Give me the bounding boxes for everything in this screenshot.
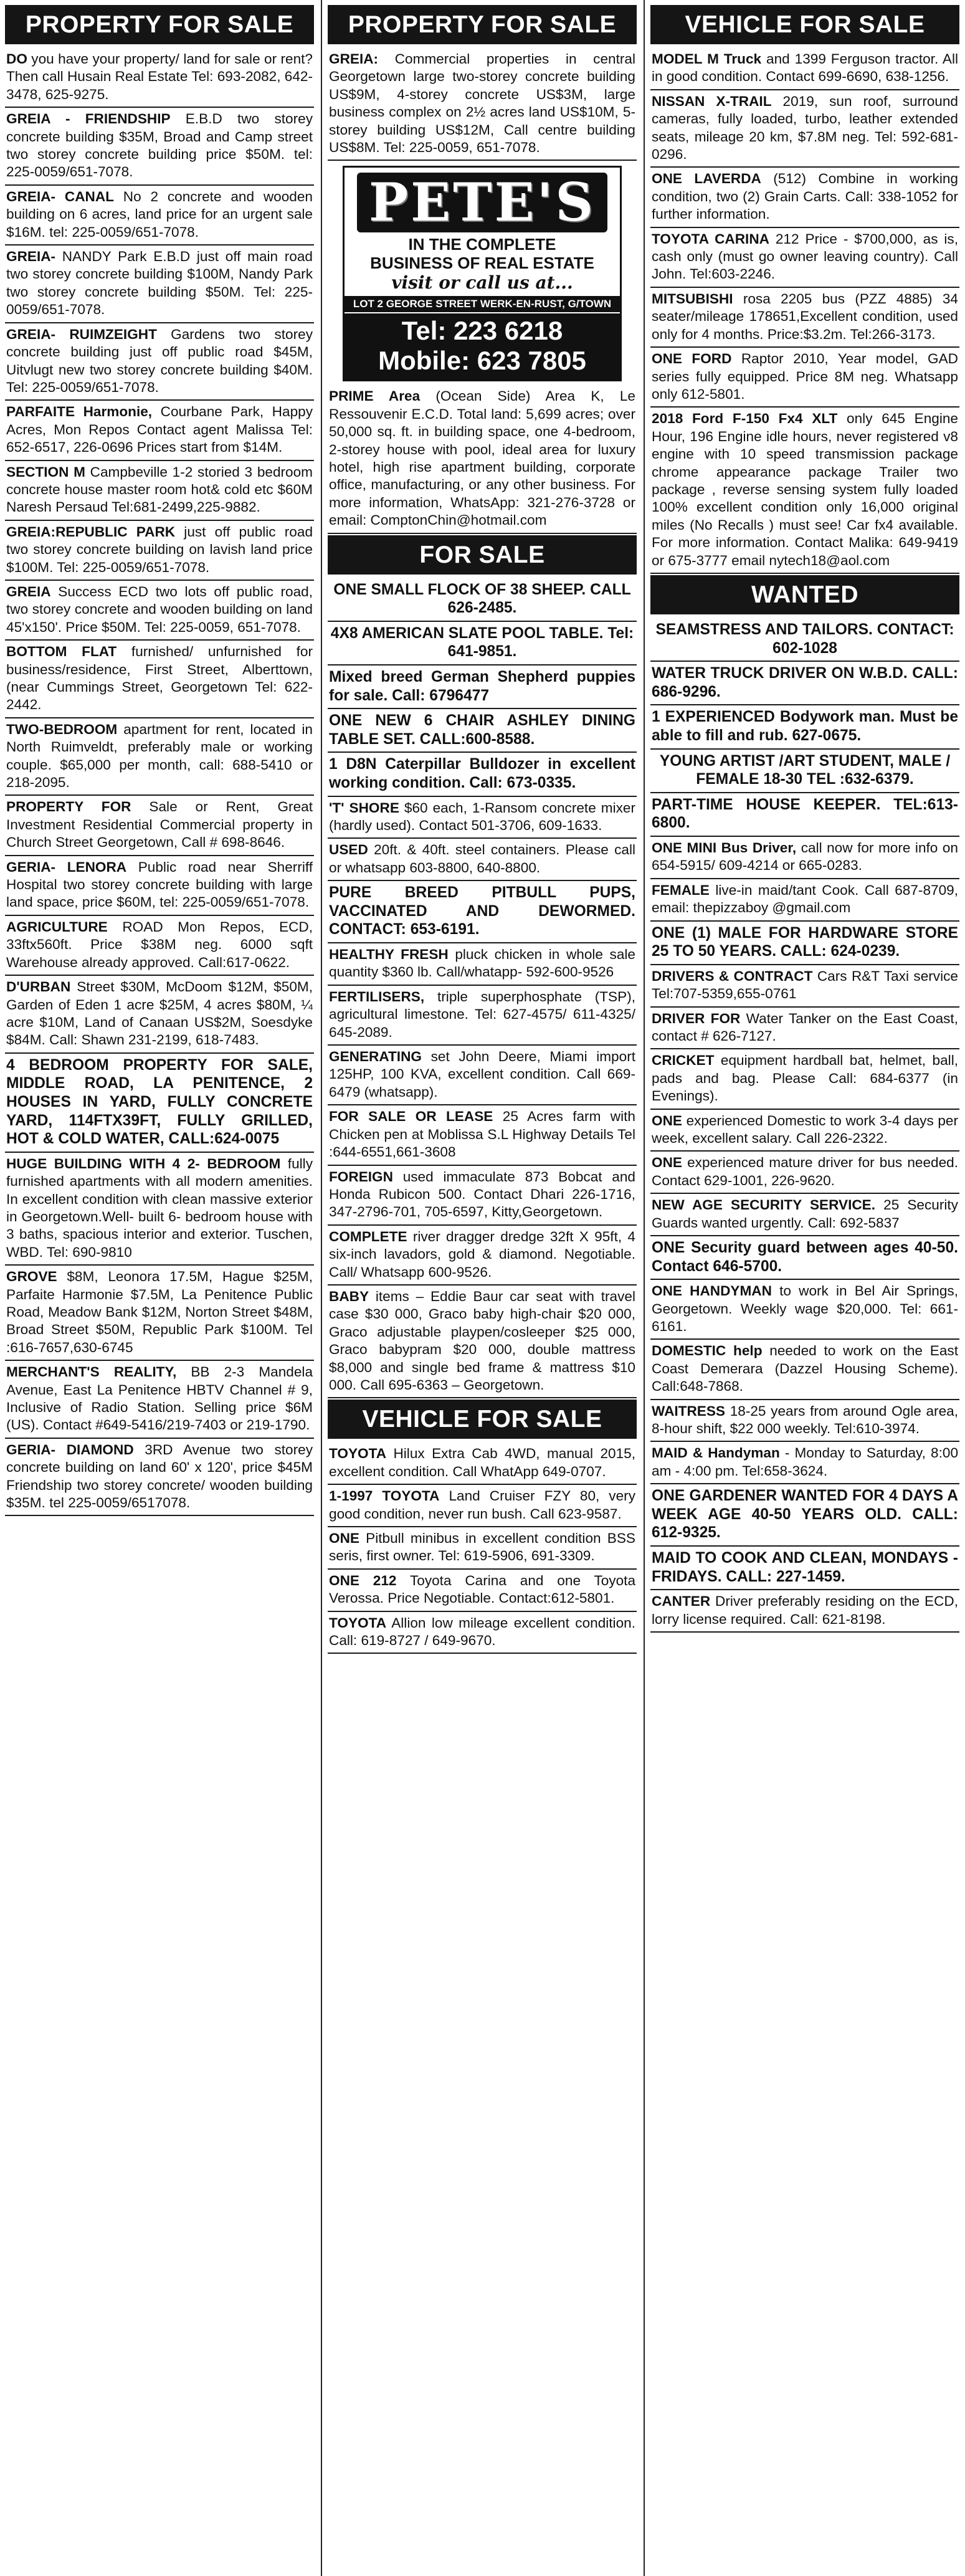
classified-ad	[5, 718, 314, 796]
ad-body: $60 each, 1-Ransom concrete mixer (hardly used). Contact 501-3706, 609-1633.	[329, 799, 635, 834]
ad-keyword: GREIA	[6, 583, 51, 599]
ad-keyword: GERIA- DIAMOND	[6, 1441, 134, 1457]
ad-keyword: PRIME Area	[329, 388, 421, 404]
ad-body: to work in Bel Air Springs, Georgetown. Weekly wage $20,000. Tel: 661-6161.	[652, 1283, 959, 1334]
ad-keyword: GERIA- LENORA	[6, 859, 127, 875]
ad-keyword: ONE NEW 6 CHAIR ASHLEY DINING TABLE SET. CALL:600-8588.	[329, 712, 635, 748]
classified-ad	[328, 578, 637, 622]
ad-keyword: PART-TIME HOUSE KEEPER. TEL:613-6800.	[652, 796, 958, 832]
classified-ad	[5, 641, 314, 718]
ad-keyword: TOYOTA	[329, 1615, 387, 1631]
ad-keyword: USED	[329, 842, 368, 858]
ad-body: triple superphosphate (TSP), agricultural limestone. Tel: 627-4575/ 611-4325/ 645-2089.	[329, 988, 635, 1040]
ad-body: Toyota Carina and one Toyota Verossa. Price Negotiable. Contact:612-5801.	[329, 1572, 636, 1606]
classified-ad	[650, 793, 959, 837]
ad-keyword: MAID TO COOK AND CLEAN, MONDAYS - FRIDAYS. CALL: 227-1459.	[652, 1550, 958, 1585]
ad-body: (512) Combine in working condition, two (2) Grain Carts. Call: 338-1052 for further information.	[652, 171, 958, 222]
ad-body: No 2 concrete and wooden building on 6 acres, land price for an urgent sale $16M. tel: 225-0059/651-7078.	[6, 188, 313, 240]
ad-keyword: D'URBAN	[6, 979, 71, 995]
classified-ad	[650, 1484, 959, 1547]
column-2	[328, 4, 637, 1654]
classified-ad	[328, 881, 637, 943]
ad-keyword: GREIA:REPUBLIC PARK	[6, 523, 176, 540]
ad-body: 20ft. & 40ft. steel containers. Please call or whatsapp 603-8800, 640-8800.	[329, 842, 635, 875]
ad-keyword: TOYOTA	[329, 1446, 387, 1462]
ad-body: call now for more info on 654-5915/ 609-4214 or 665-0283.	[652, 839, 958, 874]
ad-keyword: WAITRESS	[652, 1403, 725, 1419]
classified-ad	[650, 288, 959, 348]
classified-ad	[328, 753, 637, 796]
classified-ad	[328, 1443, 637, 1485]
classified-ad	[650, 1236, 959, 1280]
ad-keyword: GREIA- RUIMZEIGHT	[6, 326, 157, 342]
ad-body: Street $30M, McDoom $12M, $50M, Garden of Eden 1 acre $25M, 4 acres $80M, ¼ acre $10M, Land of Canaan US$2M, Soesdyke $84M. Call: Shawn 231-2199, 618-7483.	[6, 979, 313, 1048]
classified-ad	[650, 90, 959, 168]
ad-tagline: visit or call us at...	[391, 272, 573, 293]
ad-body: equipment hardball bat, helmet, ball, pads and bag. Please Call: 684-6377 (in Evenings).	[652, 1052, 958, 1104]
ad-keyword: SECTION M	[6, 464, 85, 480]
ad-keyword: PARFAITE Harmonie,	[6, 404, 153, 420]
classified-ad	[650, 1590, 959, 1633]
section-header: VEHICLE FOR SALE	[328, 1400, 637, 1439]
ad-keyword: 1 D8N Caterpillar Bulldozer in excellent working condition. Call: 673-0335.	[329, 756, 635, 792]
column-3	[650, 4, 959, 1633]
classified-ad	[5, 1153, 314, 1266]
classified-ad	[328, 1046, 637, 1105]
ad-keyword: DRIVER FOR	[652, 1010, 741, 1026]
ad-keyword: ONE GARDENER WANTED FOR 4 DAYS A WEEK AGE 40-50 YEARS OLD. CALL: 612-9325.	[652, 1487, 958, 1542]
ad-keyword: DRIVERS & CONTRACT	[652, 968, 813, 984]
classified-ad	[650, 965, 959, 1008]
section-header: FOR SALE	[328, 535, 637, 575]
ad-body: Cars R&T Taxi service Tel:707-5359,655-0761	[652, 968, 958, 1002]
ad-keyword: Mixed breed German Shepherd puppies for sale. Call: 6796477	[329, 669, 635, 704]
classified-ad	[650, 1280, 959, 1340]
ad-body: 2019, sun roof, surround cameras, fully loaded, turbo, leather extended seats, mileage 20 km, $7.8M neg. Tel: 592-681-0296.	[652, 93, 958, 163]
classified-ad	[5, 186, 314, 246]
classified-ad	[650, 48, 959, 90]
ad-body: only 645 Engine Hour, 196 Engine idle hours, never registered v8 engine with 10 speed transmission package chrome appearance package Trailer two package , reverse sensing system fully loaded 100% excellent condition only 16,000 original miles (No Recalls ) must see! Car fx4 available. For more information. Contact Malika: 649-9419 or 675-3777 email nytech18@aol.com	[652, 411, 958, 568]
ad-keyword: FOREIGN	[329, 1168, 393, 1185]
ad-keyword: PROPERTY FOR	[6, 799, 131, 815]
ad-body: live-in maid/tant Cook. Call 687-8709, email: thepizzaboy @gmail.com	[652, 882, 958, 916]
ad-keyword: 1-1997 TOYOTA	[329, 1488, 440, 1504]
ad-body: pluck chicken in whole sale quantity $360 lb. Call/whatapp- 592-600-9526	[329, 947, 635, 980]
classified-ad	[328, 1570, 637, 1612]
classified-ad	[650, 750, 959, 793]
ad-body: Success ECD two lots off public road, two storey concrete and wooden building on land 45'x150'. Price $50M. Tel: 225-0059, 651-7078.	[6, 583, 313, 635]
ad-keyword: DOMESTIC help	[652, 1343, 763, 1359]
classified-ad	[5, 856, 314, 916]
classified-ad	[328, 797, 637, 839]
ad-body: 18-25 years from around Ogle area, 8-hour shift, $22 000 weekly. Tel:610-3974.	[652, 1403, 958, 1437]
classified-ad	[5, 976, 314, 1054]
classified-ad	[650, 879, 959, 922]
classified-ad	[328, 709, 637, 753]
ad-body: apartment for rent, located in North Ruimveldt, preferably male or working couple. $65,000 per month, call: 688-5410 or 218-2095.	[6, 721, 313, 791]
ad-keyword: ONE 212	[329, 1572, 397, 1588]
ad-keyword: ONE	[329, 1530, 359, 1546]
ad-keyword: GREIA:	[329, 51, 379, 67]
ad-keyword: 1 EXPERIENCED Bodywork man. Must be able to fill and rub. 627-0675.	[652, 708, 958, 744]
ad-body: and 1399 Ferguson tractor. All in good condition. Contact 699-6690, 638-1256.	[652, 51, 958, 85]
ad-keyword: ONE	[652, 1112, 682, 1128]
ad-body: you have your property/ land for sale or rent? Then call Husain Real Estate Tel: 693-2082, 642-3478, 625-9275.	[6, 51, 313, 102]
ad-body: Public road near Sherriff Hospital two storey concrete building with large land space, price $60M, tel: 225-0059/651-7078.	[6, 859, 313, 910]
ad-body: Raptor 2010, Year model, GAD series fully equipped. Price 8M neg. Whatsapp only 612-5801.	[652, 351, 958, 402]
classified-ad	[5, 1054, 314, 1153]
petes-real-estate-ad	[343, 166, 622, 381]
ad-keyword: TWO-BEDROOM	[6, 721, 118, 737]
ad-body: 25 Security Guards wanted urgently. Call: 692-5837	[652, 1197, 958, 1231]
ad-keyword: TOYOTA CARINA	[652, 231, 769, 247]
ad-body: set John Deere, Miami import 125HP, 100 KVA, excellent condition. Call 669-6479 (whatsapp).	[329, 1049, 635, 1100]
ad-keyword: ONE SMALL FLOCK OF 38 SHEEP. CALL 626-2485.	[333, 581, 631, 617]
ad-keyword: 'T' SHORE	[329, 799, 399, 816]
petes-logo: PETE'S	[357, 173, 607, 232]
column-divider	[644, 0, 645, 2576]
classified-ad	[5, 1266, 314, 1361]
classified-ad	[650, 408, 959, 574]
ad-mobile: Mobile: 623 7805	[378, 346, 586, 376]
ad-keyword: FERTILISERS,	[329, 988, 425, 1004]
ad-keyword: WATER TRUCK DRIVER ON W.B.D. CALL: 686-9296.	[652, 665, 958, 700]
classified-ad	[328, 385, 637, 533]
ad-keyword: COMPLETE	[329, 1228, 407, 1244]
classified-ad	[5, 1361, 314, 1439]
ad-keyword: ONE FORD	[652, 351, 732, 367]
classified-ad	[650, 1049, 959, 1109]
classified-ad	[328, 1286, 637, 1398]
classified-ad	[5, 796, 314, 856]
ad-body: 212 Price - $700,000, as is, cash only (must go owner leaving country). Call John. Tel:603-2246.	[652, 231, 958, 282]
ad-keyword: HEALTHY FRESH	[329, 947, 449, 963]
classified-ad	[650, 1008, 959, 1050]
ad-body: (Ocean Side) Area K, Le Ressouvenir E.C.D. Total land: 5,699 acres; over 50,000 sq. ft. in building space, one 4-bedroom, 2-storey house with pool, ideal area for luxury hotel, high rise apartment building, corporate office, manufacturing, or any other business. For more information, WhatsApp: 321-276-3728 or email: ComptonChin@hotmail.com	[329, 388, 635, 528]
column-divider	[321, 0, 322, 2576]
ad-body: Commercial properties in central Georgetown large two-storey concrete building US$9M, 4-storey concrete US$3M, large business complex on 2½ acres land US$10M, 5-storey building US$12M, Call centre building US$8M. Tel: 225-0059, 651-7078.	[329, 51, 635, 156]
classified-ad	[650, 228, 959, 288]
ad-body: Allion low mileage excellent condition. Call: 619-8727 / 649-9670.	[329, 1615, 635, 1649]
classified-ad	[5, 323, 314, 401]
classified-ad	[5, 521, 314, 581]
classified-ad	[328, 986, 637, 1046]
ad-body: used immaculate 873 Bobcat and Honda Rubicon 500. Contact Dhari 226-1716, 347-2796-701, 705-6597, Kitty,Georgetown.	[329, 1168, 635, 1220]
ad-body: needed to work on the East Coast Demerara (Dazzel Housing Scheme). Call:648-7868.	[652, 1343, 958, 1395]
ad-keyword: DO	[6, 51, 27, 67]
ad-phone-block	[345, 312, 620, 379]
classified-ad	[650, 618, 959, 662]
ad-body: ROAD Mon Repos, ECD, 33ftx560ft. Price $38M neg. 6000 sqft Warehouse already approved. Call:617-0622.	[6, 918, 313, 970]
section-header: PROPERTY FOR SALE	[5, 5, 314, 44]
ad-body: fully furnished apartments with all modern amenities. In excellent condition with clean massive exterior in Georgetown.Well- built 6- bedroom house with 3 baths, spacious interior and exterior. Tuschen, WBD. Tel: 690-9810	[6, 1155, 313, 1260]
ad-body: Water Tanker on the East Coast, contact # 626-7127.	[652, 1010, 958, 1044]
ad-keyword: ONE LAVERDA	[652, 171, 761, 187]
classified-ad	[328, 839, 637, 881]
ad-body: Driver preferably residing on the ECD, lorry license required. Call: 621-8198.	[652, 1593, 958, 1627]
ad-body: furnished/ unfurnished for business/residence, First Street, Alberttown, (near Cummings Street, Georgetown Tel: 622-2442.	[6, 644, 313, 713]
ad-keyword: SEAMSTRESS AND TAILORS. CONTACT: 602-1028	[655, 621, 954, 657]
classified-ad	[328, 1612, 637, 1654]
ad-keyword: YOUNG ARTIST /ART STUDENT, MALE / FEMALE 18-30 TEL :632-6379.	[659, 752, 951, 788]
classified-ad	[328, 943, 637, 986]
ad-keyword: BOTTOM FLAT	[6, 644, 117, 660]
ad-keyword: MAID & Handyman	[652, 1445, 780, 1461]
ad-body: Gardens two storey concrete building just off public road $45M, Uitvlugt new two storey concrete building $40M. Tel: 225-0059/651-7078.	[6, 326, 313, 395]
ad-body: $8M, Leonora 17.5M, Hague $25M, Parfaite Harmonie $7.5M, La Penitence Public Road, Meadow Bank $12M, Norton Street $48M, Broad Street $50M, Republic Park $100M. Tel :616-7657,630-6745	[6, 1269, 313, 1355]
ad-keyword: CANTER	[652, 1593, 711, 1610]
ad-keyword: GREIA- CANAL	[6, 188, 114, 204]
ad-keyword: GENERATING	[329, 1049, 422, 1065]
ad-body: just off public road two storey concrete building on lavish land price $100M. Tel: 225-0059/651-7078.	[6, 523, 313, 575]
ad-tagline: IN THE COMPLETE	[408, 235, 556, 254]
classified-ad	[5, 246, 314, 323]
classified-ad	[650, 1194, 959, 1236]
ad-body: 3RD Avenue two storey concrete building on land 60' x 120', price $45M Friendship two storey concrete/ wooden building $35M. tel 225-0059/6517078.	[6, 1441, 313, 1510]
classified-ad	[328, 1226, 637, 1286]
ad-body: - Monday to Saturday, 8:00 am - 4:00 pm. Tel:658-3624.	[652, 1445, 959, 1479]
ad-keyword: MERCHANT'S REALITY,	[6, 1364, 177, 1380]
column-1	[5, 4, 314, 1516]
ad-keyword: NEW AGE SECURITY SERVICE.	[652, 1197, 876, 1213]
ad-keyword: MITSUBISHI	[652, 290, 733, 307]
section-header: WANTED	[650, 575, 959, 614]
classified-ad	[650, 1110, 959, 1152]
ad-body: E.B.D two storey concrete building $35M, Broad and Camp street two storey concrete building price $50M. tel: 225-0059/651-7078.	[6, 111, 313, 180]
ad-keyword: FEMALE	[652, 882, 710, 898]
ad-body: NANDY Park E.B.D just off main road two storey concrete building $100M, Nandy Park two storey concrete building $50M. Tel: 225-0059/651-7078.	[6, 249, 313, 318]
classified-ad	[650, 1340, 959, 1400]
ad-body: Land Cruiser FZY 80, very good condition, never run bush. Call 623-9587.	[329, 1488, 635, 1522]
ad-keyword: 2018 Ford F-150 Fx4 XLT	[652, 411, 838, 427]
ad-keyword: CRICKET	[652, 1052, 715, 1069]
ad-body: BB 2-3 Mandela Avenue, East La Penitence HBTV Channel # 9, Inclusive of Radio Station. Selling price $6M (US). Contact #649-5416/219-7403 or 219-1790.	[6, 1364, 313, 1433]
classified-ad	[650, 168, 959, 227]
classified-ad	[650, 705, 959, 749]
classified-ad	[328, 622, 637, 665]
classified-ad	[5, 461, 314, 521]
ad-keyword: ONE HANDYMAN	[652, 1283, 772, 1299]
section-header: VEHICLE FOR SALE	[650, 5, 959, 44]
section-header: PROPERTY FOR SALE	[328, 5, 637, 44]
ad-body: Sale or Rent, Great Investment Residential Commercial property in Church Street Georgetown, Call # 698-8646.	[6, 799, 313, 851]
ad-body: Pitbull minibus in excellent condition BSS seris, first owner. Tel: 619-5906, 691-3309.	[329, 1530, 635, 1564]
ad-keyword: FOR SALE OR LEASE	[329, 1109, 493, 1125]
classified-ad	[5, 916, 314, 976]
ad-keyword: ONE	[652, 1155, 682, 1171]
classified-ad	[650, 837, 959, 879]
classified-ad	[328, 1485, 637, 1527]
ad-keyword: AGRICULTURE	[6, 918, 108, 935]
ad-keyword: 4 BEDROOM PROPERTY FOR SALE, MIDDLE ROAD, LA PENITENCE, 2 HOUSES IN YARD, FULLY CONCRETE YARD, 114FTX39FT, FULLY GRILLED, HOT & COLD WATER, CALL:624-0075	[6, 1056, 313, 1148]
classified-ad	[650, 348, 959, 408]
ad-keyword: PURE BREED PITBULL PUPS, VACCINATED AND DEWORMED. CONTACT: 653-6191.	[329, 884, 635, 938]
classified-ad	[650, 1152, 959, 1194]
ad-body: Hilux Extra Cab 4WD, manual 2015, excellent condition. Call WhatApp 649-0707.	[329, 1446, 635, 1479]
classified-ad	[5, 401, 314, 460]
classified-ad	[650, 1547, 959, 1590]
ad-body: rosa 2205 bus (PZZ 4885) 34 seater/mileage 178651,Excellent condition, used only for 4 months. Price:$3.2m. Tel:266-3173.	[652, 290, 958, 342]
ad-tagline: BUSINESS OF REAL ESTATE	[370, 254, 594, 273]
ad-keyword: ONE Security guard between ages 40-50. Contact 646-5700.	[652, 1239, 958, 1275]
classified-ad	[650, 922, 959, 965]
ad-body: 25 Acres farm with Chicken pen at Moblissa S.L Highway Details Tel :644-6551,661-3608	[329, 1109, 635, 1160]
ad-keyword: GREIA - FRIENDSHIP	[6, 111, 171, 127]
ad-keyword: 4X8 AMERICAN SLATE POOL TABLE. Tel: 641-9851.	[330, 624, 634, 661]
classified-ad	[650, 1400, 959, 1443]
ad-keyword: ONE MINI Bus Driver,	[652, 839, 797, 856]
classified-ad	[650, 662, 959, 705]
classified-ad	[328, 665, 637, 709]
ad-body: items – Eddie Baur car seat with travel case $30 000, Graco baby high-chair $20 000, Graco adjustable playpen/cosleeper $25 000, Graco babypram $20 000, double mattress $8,000 and single bed frame & mattress $10 000. Call 695-6363 – Georgetown.	[329, 1288, 635, 1393]
ad-keyword: GREIA-	[6, 249, 56, 265]
classified-ad	[5, 581, 314, 641]
ad-keyword: NISSAN X-TRAIL	[652, 93, 772, 109]
ad-keyword: GROVE	[6, 1269, 57, 1285]
ad-keyword: ONE (1) MALE FOR HARDWARE STORE 25 TO 50 YEARS. CALL: 624-0239.	[652, 924, 958, 960]
ad-keyword: HUGE BUILDING WITH 4 2- BEDROOM	[6, 1155, 281, 1171]
ad-body: Campbeville 1-2 storied 3 bedroom concrete house master room hot& cold etc $60M Naresh Persaud Tel:681-2499,225-9882.	[6, 464, 313, 515]
ad-address: LOT 2 GEORGE STREET WERK-EN-RUST, G/TOWN	[345, 296, 620, 312]
classified-ad	[328, 1527, 637, 1570]
ad-body: Courbane Park, Happy Acres, Mon Repos Contact agent Malissa Tel: 652-6517, 226-0696 Prices start from $14M.	[6, 404, 313, 456]
ad-telephone: Tel: 223 6218	[401, 316, 563, 346]
classified-ad	[328, 1166, 637, 1226]
ad-body: river dragger dredge 32ft X 95ft, 4 six-inch lavadors, gold & diamond. Negotiable. Call/ Whatsapp 600-9526.	[329, 1228, 635, 1280]
ad-keyword: MODEL M Truck	[652, 51, 762, 67]
ad-body: experienced mature driver for bus needed. Contact 629-1001, 226-9620.	[652, 1155, 958, 1188]
classified-ad	[650, 1442, 959, 1484]
classified-ad	[328, 1105, 637, 1165]
classified-ad	[5, 108, 314, 186]
classified-ad	[5, 48, 314, 108]
ad-keyword: BABY	[329, 1288, 369, 1304]
classified-ad	[328, 48, 637, 161]
classified-ad	[5, 1439, 314, 1517]
ad-body: experienced Domestic to work 3-4 days per week, excellent salary. Call 226-2322.	[652, 1112, 958, 1146]
